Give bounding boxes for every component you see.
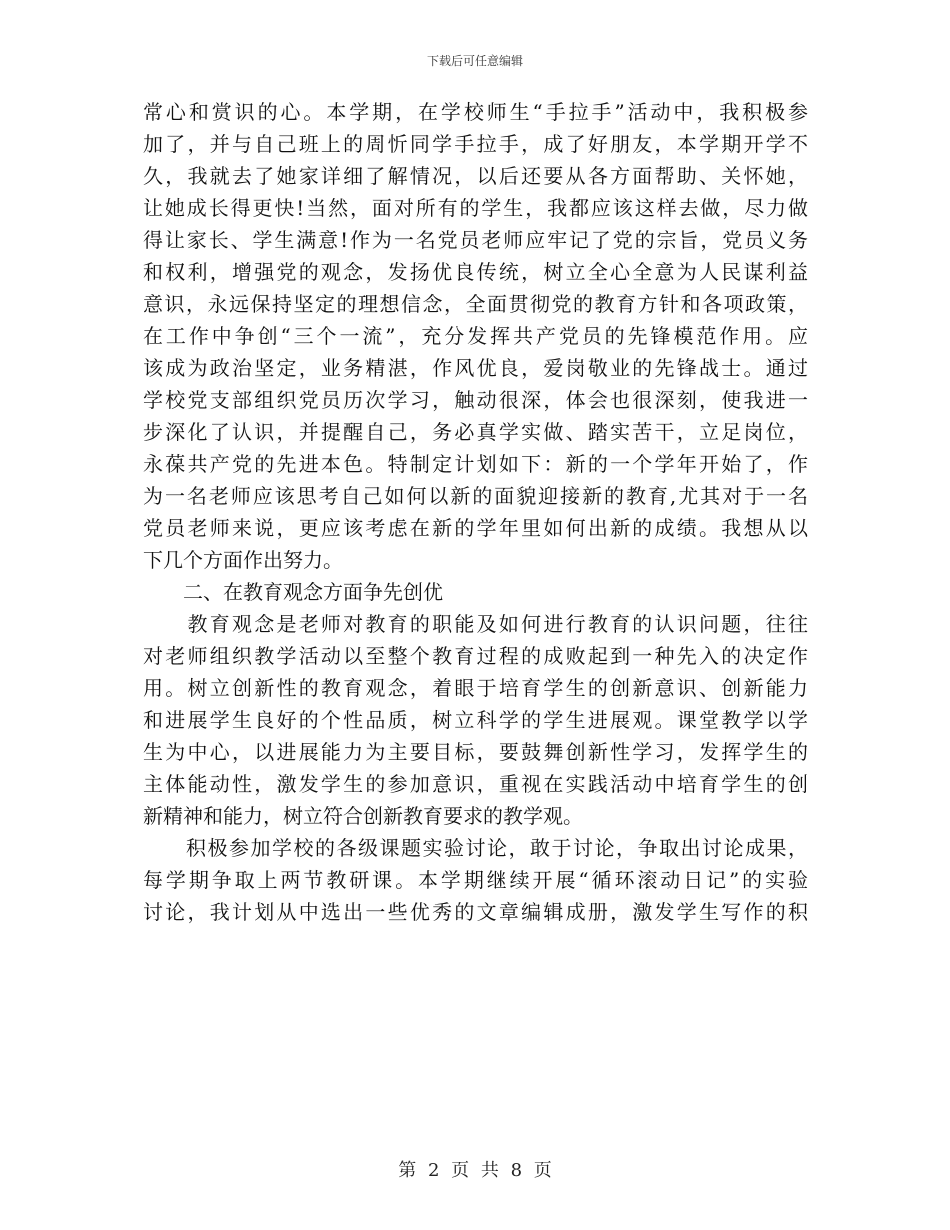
text-line: 新精神和能力，树立符合创新教育要求的教学观。 xyxy=(143,804,583,828)
text-line: 每学期争取上两节教研课。本学期继续开展“循环滚动日记”的实验 xyxy=(143,868,808,892)
text-line: 为一名老师应该思考自己如何以新的面貌迎接新的教育,尤其对于一名 xyxy=(143,484,808,508)
text-line: 久，我就去了她家详细了解情况，以后还要从各方面帮助、关怀她， xyxy=(143,164,808,188)
text-line: 永葆共产党的先进本色。特制定计划如下：新的一个学年开始了，作 xyxy=(143,452,808,476)
text-line: 讨论，我计划从中选出一些优秀的文章编辑成册，激发学生写作的积 xyxy=(143,900,808,924)
text-line: 步深化了认识，并提醒自己，务必真学实做、踏实苦干，立足岗位， xyxy=(143,420,808,444)
text-line: 生为中心，以进展能力为主要目标，要鼓舞创新性学习，发挥学生的 xyxy=(143,740,808,764)
text-line: 让她成长得更快!当然，面对所有的学生，我都应该这样去做，尽力做 xyxy=(143,196,808,220)
text-line: 得让家长、学生满意!作为一名党员老师应牢记了党的宗旨，党员义务 xyxy=(143,228,808,252)
text-line: 和权利，增强党的观念，发扬优良传统，树立全心全意为人民谋利益 xyxy=(143,260,808,284)
text-line: 用。树立创新性的教育观念，着眼于培育学生的创新意识、创新能力 xyxy=(143,676,808,700)
page-number: 第 2 页 共 8 页 xyxy=(398,1160,552,1181)
text-line: 和进展学生良好的个性品质，树立科学的学生进展观。课堂教学以学 xyxy=(143,708,808,732)
document-body xyxy=(143,96,808,928)
text-line: 加了，并与自己班上的周忻同学手拉手，成了好朋友，本学期开学不 xyxy=(143,132,808,156)
page-header: 下载后可任意编辑 xyxy=(426,54,523,68)
text-line: 常心和赏识的心。本学期，在学校师生“手拉手”活动中，我积极参 xyxy=(143,100,808,124)
text-line: 在工作中争创“三个一流”，充分发挥共产党员的先锋模范作用。应 xyxy=(143,324,808,348)
text-line: 意识，永远保持坚定的理想信念，全面贯彻党的教育方针和各项政策， xyxy=(143,292,808,316)
text-line: 主体能动性，激发学生的参加意识，重视在实践活动中培育学生的创 xyxy=(143,772,808,796)
text-line: 二、在教育观念方面争先创优 xyxy=(143,580,443,604)
text-line: 该成为政治坚定，业务精湛，作风优良，爱岗敬业的先锋战士。通过 xyxy=(143,356,808,380)
text-line: 下几个方面作出努力。 xyxy=(143,548,343,572)
text-line: 学校党支部组织党员历次学习，触动很深，体会也很深刻，使我进一 xyxy=(143,388,808,412)
text-line: 积极参加学校的各级课题实验讨论，敢于讨论，争取出讨论成果， xyxy=(143,836,808,860)
text-line: 教育观念是老师对教育的职能及如何进行教育的认识问题，往往 xyxy=(143,612,808,636)
text-line: 党员老师来说，更应该考虑在新的学年里如何出新的成绩。我想从以 xyxy=(143,516,808,540)
text-line: 对老师组织教学活动以至整个教育过程的成败起到一种先入的决定作 xyxy=(143,644,808,668)
